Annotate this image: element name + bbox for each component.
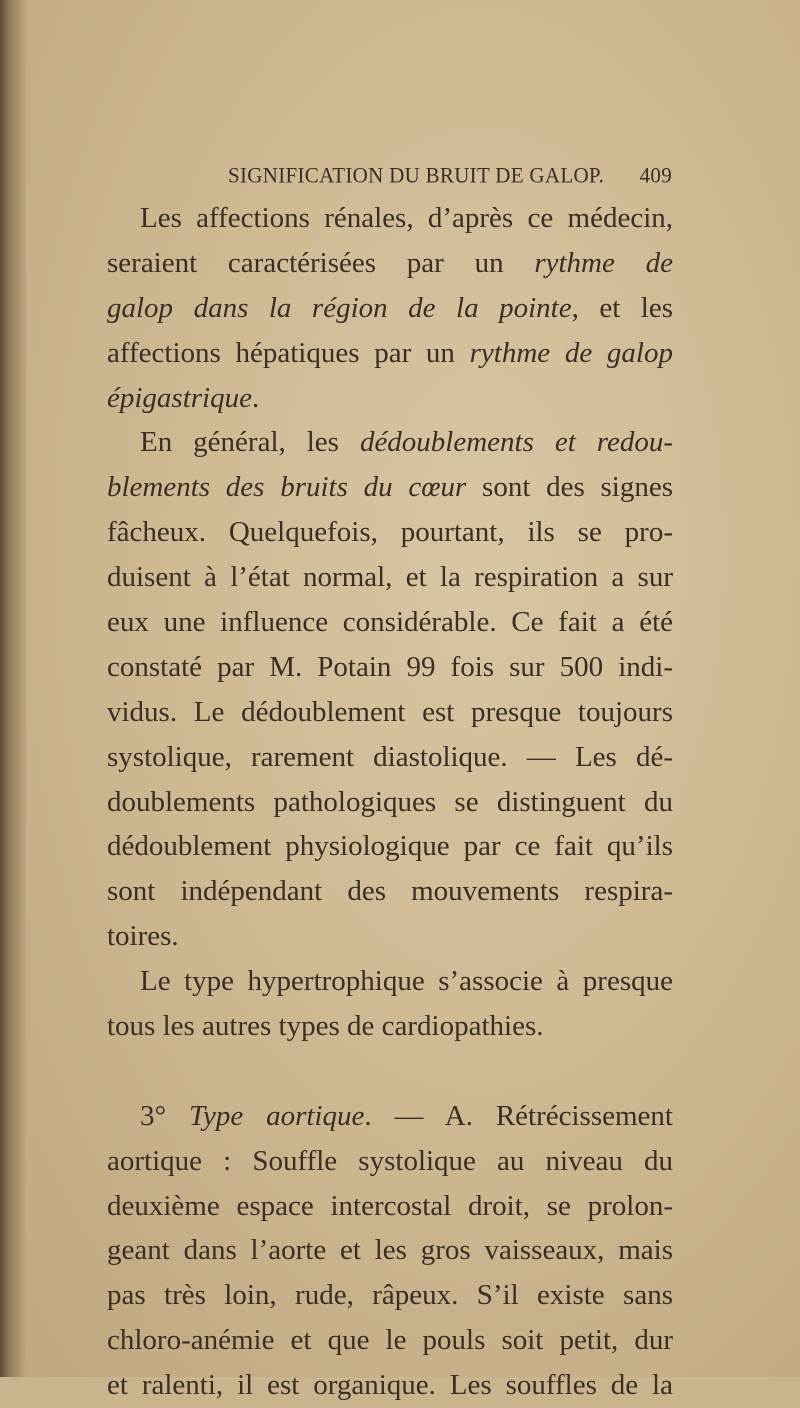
- text-line: pas très loin, rude, râpeux. S’il existe sans: [107, 1279, 673, 1312]
- running-header: [228, 159, 672, 191]
- text-line: En général, les dédoublements et redou-: [140, 426, 674, 459]
- text-line: dédoublement physiologique par ce fait qu’ils: [107, 830, 673, 863]
- text-line: 3° Type aortique. — A. Rétrécissement: [140, 1099, 673, 1132]
- page-number: 409: [639, 161, 672, 188]
- text-line: Les affections rénales, d’après ce médecin,: [140, 202, 673, 234]
- text-line: geant dans l’aorte et les gros vaisseaux, mais: [107, 1234, 673, 1267]
- text-line: tous les autres types de cardiopathies.: [107, 1010, 544, 1043]
- text-line: galop dans la région de la pointe, et les: [107, 291, 673, 324]
- paragraph-gap: [107, 1049, 673, 1094]
- text-line: vidus. Le dédoublement est presque toujours: [107, 695, 673, 728]
- text-line: sont indépendant des mouvements respira-: [107, 875, 673, 908]
- text-line: épigastrique.: [107, 381, 260, 414]
- text-line: blements des bruits du cœur sont des signes: [107, 471, 673, 504]
- text-line: Le type hypertrophique s’associe à presque: [140, 965, 673, 998]
- text-line: systolique, rarement diastolique. — Les dé-: [107, 740, 673, 773]
- text-line: eux une influence considérable. Ce fait a été: [107, 606, 673, 639]
- text-line: duisent à l’état normal, et la respiration a sur: [107, 561, 673, 594]
- text-line: et ralenti, il est organique. Les souffles de la: [107, 1369, 673, 1402]
- text-line: constaté par M. Potain 99 fois sur 500 indi-: [107, 650, 673, 683]
- text-line: aortique : Souffle systolique au niveau du: [107, 1144, 673, 1177]
- text-line: affections hépatiques par un rythme de galop: [107, 336, 673, 369]
- text-line: deuxième espace intercostal droit, se prolon-: [107, 1189, 673, 1222]
- text-line: fâcheux. Quelquefois, pourtant, ils se pro-: [107, 516, 673, 549]
- running-title: SIGNIFICATION DU BRUIT DE GALOP.: [228, 161, 605, 188]
- text-line: chloro-anémie et que le pouls soit petit, dur: [107, 1324, 673, 1357]
- text-line: doublements pathologiques se distinguent du: [107, 785, 673, 818]
- text-line: toires.: [107, 920, 179, 953]
- text-line: seraient caractérisées par un rythme de: [107, 246, 673, 279]
- body-text: [107, 196, 673, 1408]
